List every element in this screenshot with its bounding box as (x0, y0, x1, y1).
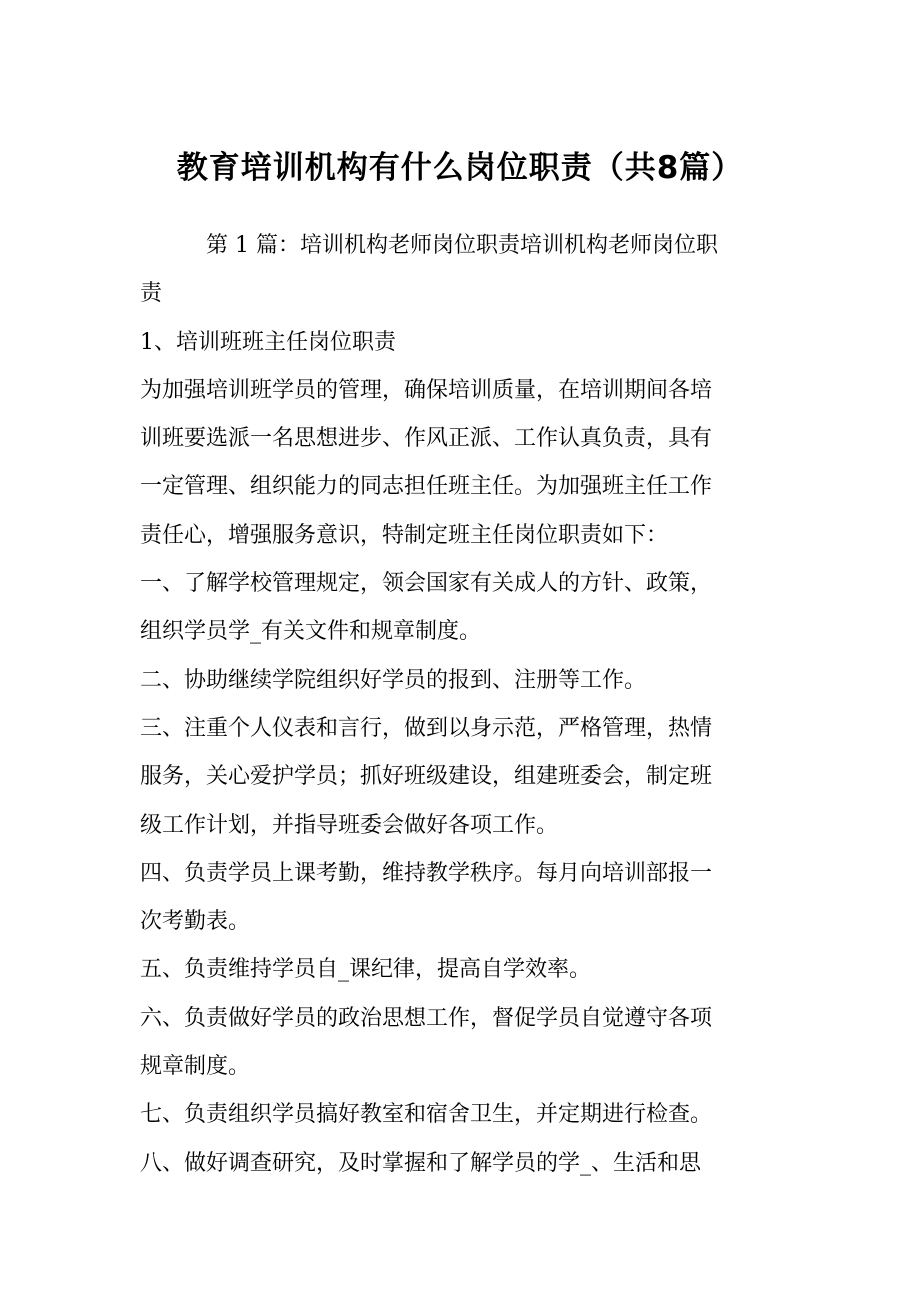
body-line: 组织学员学_有关文件和规章制度。 (140, 619, 482, 645)
document-title: 教育培训机构有什么岗位职责（共8篇） (176, 150, 744, 186)
body-line: 八、做好调查研究，及时掌握和了解学员的学_、生活和思 (140, 1150, 702, 1176)
body-line: 七、负责组织学员搞好教室和宿舍卫生，并定期进行检查。 (140, 1102, 713, 1128)
body-line: 为加强培训班学员的管理，确保培训质量，在培训期间各培 (140, 377, 713, 403)
body-line: 规章制度。 (140, 1054, 251, 1080)
body-line: 责 (140, 281, 163, 307)
body-line: 一、了解学校管理规定，领会国家有关成人的方针、政策， (140, 571, 713, 597)
body-line: 责任心，增强服务意识，特制定班主任岗位职责如下： (140, 522, 669, 548)
document-body (140, 222, 790, 1188)
body-line: 服务，关心爱护学员；抓好班级建设，组建班委会，制定班 (140, 764, 713, 790)
body-line: 第 1 篇：培训机构老师岗位职责培训机构老师岗位职 (206, 233, 718, 258)
body-line: 五、负责维持学员自_课纪律，提高自学效率。 (140, 957, 592, 983)
body-line: 二、协助继续学院组织好学员的报到、注册等工作。 (140, 667, 647, 693)
body-line: 六、负责做好学员的政治思想工作，督促学员自觉遵守各项 (140, 1005, 713, 1031)
body-line: 训班要选派一名思想进步、作风正派、工作认真负责，具有 (140, 426, 713, 452)
body-line: 四、负责学员上课考勤，维持教学秩序。每月向培训部报一 (140, 860, 713, 886)
body-line: 次考勤表。 (140, 909, 251, 935)
body-line: 三、注重个人仪表和言行，做到以身示范，严格管理，热情 (140, 715, 713, 741)
body-line: 一定管理、组织能力的同志担任班主任。为加强班主任工作 (140, 474, 713, 500)
body-line: 1、培训班班主任岗位职责 (140, 329, 396, 355)
body-line: 级工作计划，并指导班委会做好各项工作。 (140, 812, 559, 838)
